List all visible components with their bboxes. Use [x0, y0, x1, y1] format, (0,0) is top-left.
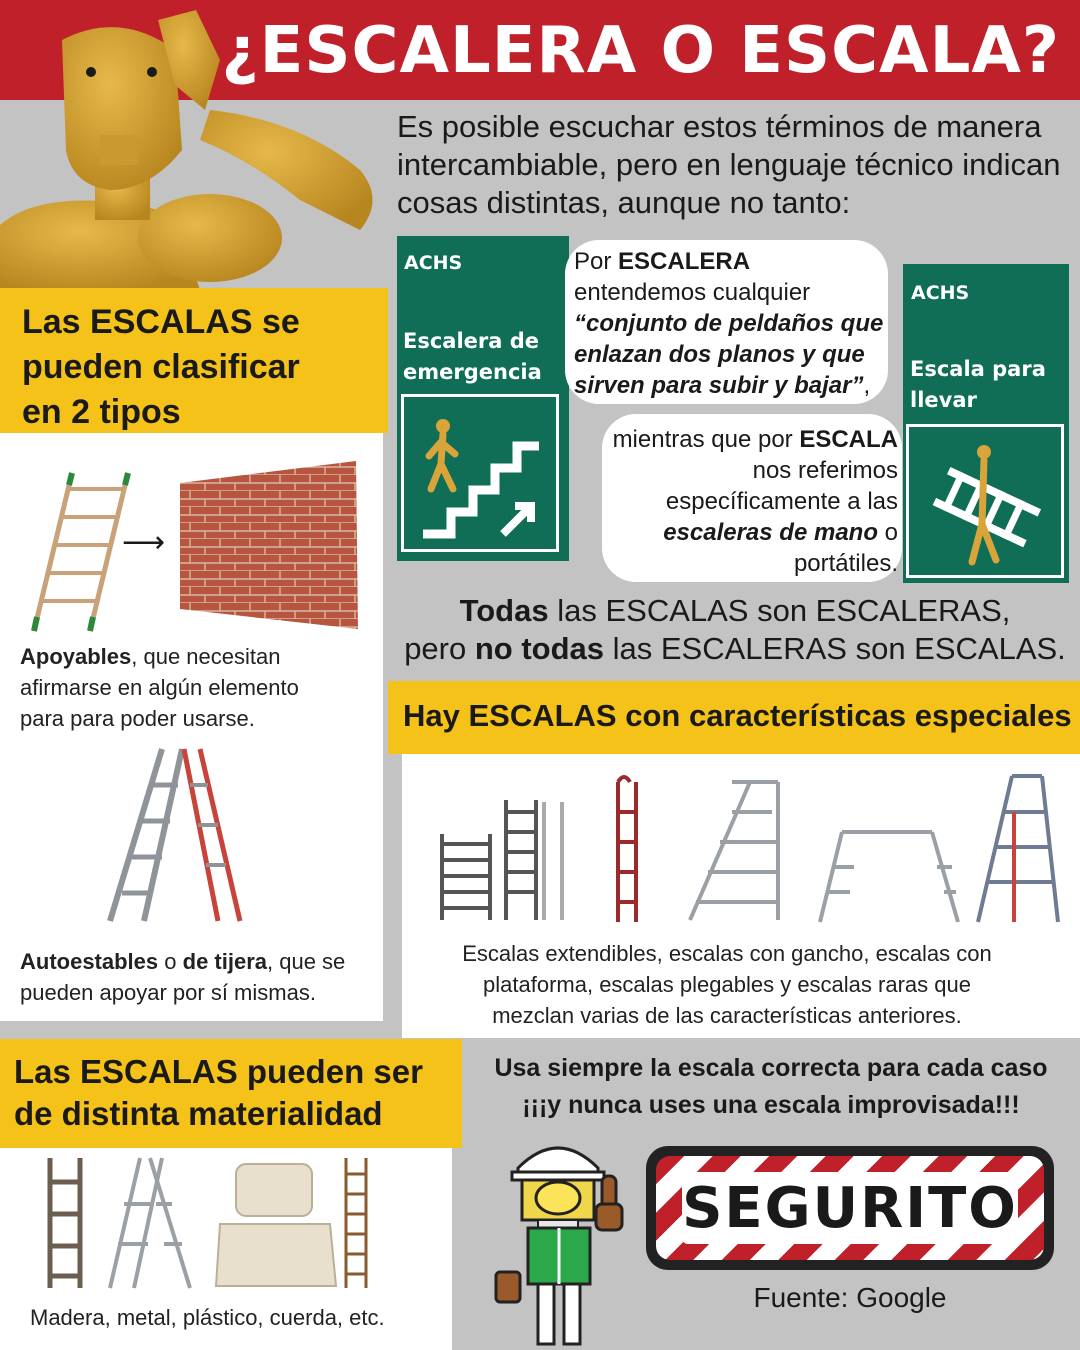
- segurito-logo: [646, 1146, 1054, 1270]
- arrow-icon: ⟶: [122, 526, 166, 559]
- carry-ladder-sign: [903, 264, 1069, 583]
- material-ladders-icon: [40, 1154, 380, 1294]
- stepladder-icon: [100, 745, 250, 925]
- special-caption-l2: plataforma, escalas plegables y escalas raras que: [483, 972, 971, 997]
- carry-ladder-icon: [906, 424, 1064, 578]
- intro-text: Es posible escuchar estos términos de manera intercambiable, pero en lenguaje técnico indican cosas distintas, aunque no tanto:: [397, 109, 1061, 220]
- apoyables-l2: afirmarse en algún elemento: [20, 675, 299, 700]
- special-panel: [402, 754, 1080, 1038]
- material-title-line2: de distinta materialidad: [14, 1095, 383, 1132]
- special-title-box: [388, 681, 1080, 754]
- statement-rest2: las ESCALERAS son ESCALAS.: [604, 631, 1066, 666]
- segurito-logo-text: SEGURITO: [682, 1176, 1018, 1241]
- special-ladders-icon: [432, 772, 1080, 932]
- sign-brand: ACHS: [404, 252, 463, 274]
- bubble1-quote2: enlazan dos planos y que: [574, 341, 865, 368]
- escalera-definition-bubble: [565, 240, 888, 404]
- types-title-line2: pueden clasificar: [22, 348, 300, 386]
- statement-pre2: pero: [404, 631, 475, 666]
- key-statement: [390, 592, 1080, 668]
- advice-l1: Usa siempre la escala correcta para cada caso: [494, 1054, 1048, 1082]
- material-panel: [0, 1148, 452, 1350]
- special-caption-l3: mezclan varias de las características anteriores.: [492, 1003, 962, 1028]
- apoyables-bold: Apoyables: [20, 644, 132, 669]
- autoestables-bold2: de tijera: [182, 949, 267, 974]
- advice-text: [462, 1050, 1080, 1124]
- types-title-line3: en 2 tipos: [22, 393, 181, 431]
- bubble1-end: ,: [863, 372, 871, 399]
- statement-rest1: las ESCALAS son ESCALERAS,: [548, 593, 1011, 628]
- bubble2-italic: escaleras de mano: [663, 519, 878, 546]
- sign-label-line2: emergencia: [403, 360, 542, 384]
- types-title-box: [0, 288, 388, 433]
- segurito-mascot: [488, 1128, 638, 1348]
- special-caption-l1: Escalas extendibles, escalas con gancho, escalas con: [462, 941, 992, 966]
- bubble2-term: ESCALA: [799, 426, 898, 453]
- autoestables-l1: , que se: [267, 949, 346, 974]
- material-title-line1: Las ESCALAS pueden ser: [14, 1053, 423, 1090]
- autoestables-o: o: [158, 949, 183, 974]
- autoestables-bold1: Autoestables: [20, 949, 159, 974]
- bubble2-line3: específicamente a las: [665, 488, 898, 515]
- page-title: ¿ESCALERA O ESCALA?: [221, 14, 1060, 88]
- bubble2-line2: nos referimos: [752, 457, 898, 484]
- bubble1-quote1: “conjunto de peldaños que: [574, 310, 884, 337]
- apoyables-l1: , que necesitan: [131, 644, 281, 669]
- apoyables-l3: para para poder usarse.: [20, 706, 255, 731]
- bubble2-prefix: mientras que por: [612, 426, 800, 453]
- bubble1-line2: entendemos cualquier: [574, 279, 811, 306]
- sign-label-line2: llevar: [910, 388, 977, 412]
- emergency-stair-sign: [397, 236, 569, 561]
- escala-definition-bubble: [602, 414, 902, 582]
- types-panel: [0, 433, 383, 1021]
- advice-l2: ¡¡¡y nunca uses una escala improvisada!!!: [522, 1091, 1020, 1119]
- special-title: Hay ESCALAS con características especiales: [403, 698, 1072, 733]
- bubble1-term: ESCALERA: [618, 248, 751, 275]
- sign-label-line1: Escalera de: [403, 329, 540, 353]
- bubble2-line5: portátiles.: [793, 550, 898, 577]
- autoestables-l2: pueden apoyar por sí mismas.: [20, 980, 316, 1005]
- source-text: Fuente: Google: [753, 1282, 947, 1313]
- material-title-box: [0, 1039, 462, 1148]
- bubble1-quote3: sirven para subir y bajar”: [574, 372, 864, 399]
- material-caption: Madera, metal, plástico, cuerda, etc.: [30, 1305, 385, 1330]
- stairs-icon: [401, 394, 559, 552]
- sign-label-line1: Escala para: [910, 357, 1046, 381]
- bubble1-prefix: Por: [574, 248, 619, 275]
- statement-bold1: Todas: [459, 593, 549, 628]
- brick-wall-icon: [180, 459, 358, 631]
- bubble2-o: o: [877, 519, 898, 546]
- statement-bold2: no todas: [474, 631, 605, 666]
- types-title-line1: Las ESCALAS se: [22, 303, 300, 341]
- sign-brand: ACHS: [911, 282, 970, 304]
